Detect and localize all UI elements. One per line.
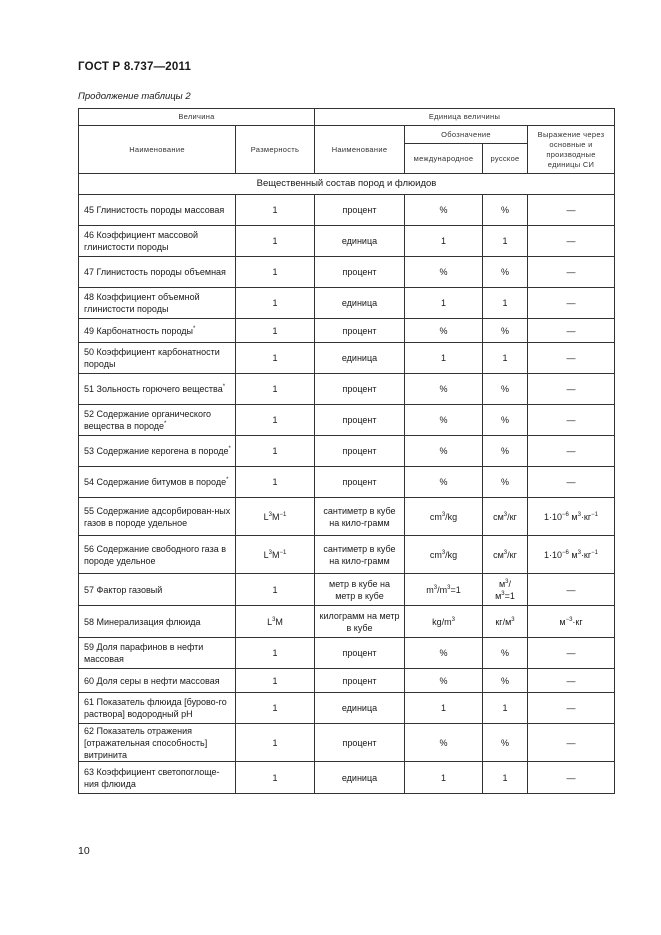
row-expression: — [528, 257, 615, 288]
row-dimension: $L^3M^{-1}$ [236, 498, 315, 536]
row-dimension: 1 [236, 195, 315, 226]
table-row [79, 288, 615, 319]
table-row [79, 257, 615, 288]
row-expression: $м^{-3}\cdot кг$ [528, 606, 615, 638]
row-russian: 1 [483, 288, 528, 319]
page-number: 10 [78, 845, 90, 857]
table-row [79, 762, 615, 794]
row-unit-name: процент [315, 195, 405, 226]
table-row [79, 467, 615, 498]
row-expression: — [528, 724, 615, 762]
row-dimension: 1 [236, 669, 315, 693]
row-russian: 1 [483, 343, 528, 374]
table-row [79, 606, 615, 638]
row-unit-name: сантиметр в кубе на кило-грамм [315, 498, 405, 536]
row-name [79, 467, 236, 498]
row-russian: % [483, 195, 528, 226]
row-dimension: 1 [236, 693, 315, 724]
table-row [79, 343, 615, 374]
row-name-text: 54 Содержание битумов в породе [84, 477, 227, 487]
row-name: 55 Содержание адсорбирован-ных газов в породе удельное [79, 498, 236, 536]
row-russian: % [483, 319, 528, 343]
section-title: Вещественный состав пород и флюидов [79, 174, 615, 195]
row-unit-name: сантиметр в кубе на кило-грамм [315, 536, 405, 574]
row-international: $cm^3/kg$ [405, 536, 483, 574]
row-international: $cm^3/kg$ [405, 498, 483, 536]
row-name: 56 Содержание свободного газа в породе удельное [79, 536, 236, 574]
footnote-mark: * [164, 421, 167, 427]
row-name: 59 Доля парафинов в нефти массовая [79, 638, 236, 669]
row-russian: % [483, 405, 528, 436]
row-dimension: $L^3M^{-1}$ [236, 536, 315, 574]
row-dimension: 1 [236, 638, 315, 669]
row-international: 1 [405, 226, 483, 257]
row-name: 47 Глинистость породы объемная [79, 257, 236, 288]
row-dimension: 1 [236, 374, 315, 405]
row-name: 60 Доля серы в нефти массовая [79, 669, 236, 693]
row-russian: $см^3/кг$ [483, 498, 528, 536]
footnote-mark: * [226, 477, 229, 483]
table-row [79, 669, 615, 693]
row-name-text: 51 Зольность горючего вещества [84, 384, 223, 394]
row-russian: 1 [483, 762, 528, 794]
row-international: % [405, 669, 483, 693]
row-unit-name: процент [315, 405, 405, 436]
row-unit-name: единица [315, 288, 405, 319]
row-russian: % [483, 724, 528, 762]
row-name [79, 374, 236, 405]
header-dimension: Размерность [236, 126, 315, 174]
row-dimension: 1 [236, 724, 315, 762]
row-expression: — [528, 319, 615, 343]
row-international: 1 [405, 693, 483, 724]
row-expression: $1\cdot 10^{-6}$ $м^3\cdot кг^{-1}$ [528, 498, 615, 536]
row-dimension: 1 [236, 436, 315, 467]
row-unit-name: процент [315, 669, 405, 693]
row-dimension: 1 [236, 319, 315, 343]
row-international: % [405, 319, 483, 343]
row-name [79, 436, 236, 467]
header-russian: русское [483, 144, 528, 174]
row-expression: — [528, 467, 615, 498]
table-row [79, 638, 615, 669]
row-unit-name: процент [315, 257, 405, 288]
row-name: 61 Показатель флюида [бурово-го раствора] водородный pH [79, 693, 236, 724]
row-unit-name: процент [315, 436, 405, 467]
row-international: $kg/m^3$ [405, 606, 483, 638]
table-row [79, 319, 615, 343]
table-row [79, 195, 615, 226]
row-expression: — [528, 374, 615, 405]
row-russian: $см^3/кг$ [483, 536, 528, 574]
row-expression: — [528, 405, 615, 436]
row-name: 57 Фактор газовый [79, 574, 236, 606]
row-russian: % [483, 638, 528, 669]
row-name-text: 53 Содержание керогена в породе [84, 446, 229, 456]
row-name [79, 319, 236, 343]
row-dimension: 1 [236, 257, 315, 288]
row-dimension: 1 [236, 574, 315, 606]
table-row [79, 436, 615, 467]
row-international: 1 [405, 762, 483, 794]
row-expression: — [528, 343, 615, 374]
table-row [79, 405, 615, 436]
row-name: 63 Коэффициент светопоглоще-ния флюида [79, 762, 236, 794]
table-row [79, 226, 615, 257]
row-russian: % [483, 436, 528, 467]
footnote-mark: * [228, 446, 231, 452]
row-expression: — [528, 669, 615, 693]
row-dimension: 1 [236, 226, 315, 257]
quantities-table [78, 108, 615, 794]
row-international: % [405, 436, 483, 467]
row-name-text: 49 Карбонатность породы [84, 325, 194, 336]
row-unit-name: килограмм на метр в кубе [315, 606, 405, 638]
table-row [79, 693, 615, 724]
row-international: 1 [405, 343, 483, 374]
row-international: 1 [405, 288, 483, 319]
row-unit-name: процент [315, 319, 405, 343]
row-russian: 1 [483, 226, 528, 257]
header-quantity: Величина [79, 109, 315, 126]
row-unit-name: метр в кубе на метр в кубе [315, 574, 405, 606]
row-international: % [405, 405, 483, 436]
header-designation: Обозначение [405, 126, 528, 144]
row-name: 45 Глинистость породы массовая [79, 195, 236, 226]
header-name: Наименование [79, 126, 236, 174]
row-international: % [405, 724, 483, 762]
table-row [79, 536, 615, 574]
row-international: % [405, 195, 483, 226]
row-unit-name: процент [315, 638, 405, 669]
row-dimension: $L^3M$ [236, 606, 315, 638]
row-dimension: 1 [236, 288, 315, 319]
row-expression: — [528, 195, 615, 226]
table-caption: Продолжение таблицы 2 [78, 91, 191, 102]
row-russian: 1 [483, 693, 528, 724]
row-russian: $м^3/$ $м^3=1$ [483, 574, 528, 606]
row-expression: — [528, 638, 615, 669]
row-expression: — [528, 693, 615, 724]
row-unit-name: единица [315, 226, 405, 257]
header-unit: Единица величины [315, 109, 615, 126]
row-russian: % [483, 467, 528, 498]
row-russian: % [483, 257, 528, 288]
row-unit-name: единица [315, 693, 405, 724]
row-dimension: 1 [236, 467, 315, 498]
row-name: 46 Коэффициент массовой глинистости породы [79, 226, 236, 257]
table-row [79, 374, 615, 405]
row-expression: — [528, 436, 615, 467]
row-unit-name: процент [315, 724, 405, 762]
table-row [79, 498, 615, 536]
footnote-mark: * [222, 384, 226, 390]
row-expression: — [528, 226, 615, 257]
row-international: % [405, 257, 483, 288]
row-international: % [405, 638, 483, 669]
row-name: 48 Коэффициент объемной глинистости породы [79, 288, 236, 319]
row-international: % [405, 374, 483, 405]
row-dimension: 1 [236, 405, 315, 436]
header-international: международное [405, 144, 483, 174]
table-row [79, 724, 615, 762]
row-name [79, 405, 236, 436]
row-expression: $1\cdot 10^{-6}$ $м^3\cdot кг^{-1}$ [528, 536, 615, 574]
row-unit-name: единица [315, 343, 405, 374]
table-row [79, 574, 615, 606]
footnote-mark: * [193, 325, 196, 332]
document-code: ГОСТ Р 8.737—2011 [78, 61, 192, 73]
header-expression: Выражение через основные и производные единицы СИ [528, 126, 615, 174]
header-unit-name: Наименование [315, 126, 405, 174]
row-unit-name: процент [315, 467, 405, 498]
row-expression: — [528, 574, 615, 606]
row-dimension: 1 [236, 762, 315, 794]
row-international: % [405, 467, 483, 498]
row-name-text: 52 Содержание органического вещества в породе [84, 409, 212, 431]
row-name: 50 Коэффициент карбонатности породы [79, 343, 236, 374]
row-russian: % [483, 669, 528, 693]
row-dimension: 1 [236, 343, 315, 374]
row-name: 62 Показатель отражения [отражательная способность] витринита [79, 724, 236, 762]
row-international: $m^3/m^3=1$ [405, 574, 483, 606]
row-expression: — [528, 762, 615, 794]
row-russian: $кг/м^3$ [483, 606, 528, 638]
row-russian: % [483, 374, 528, 405]
row-expression: — [528, 288, 615, 319]
row-unit-name: процент [315, 374, 405, 405]
row-name: 58 Минерализация флюида [79, 606, 236, 638]
row-unit-name: единица [315, 762, 405, 794]
